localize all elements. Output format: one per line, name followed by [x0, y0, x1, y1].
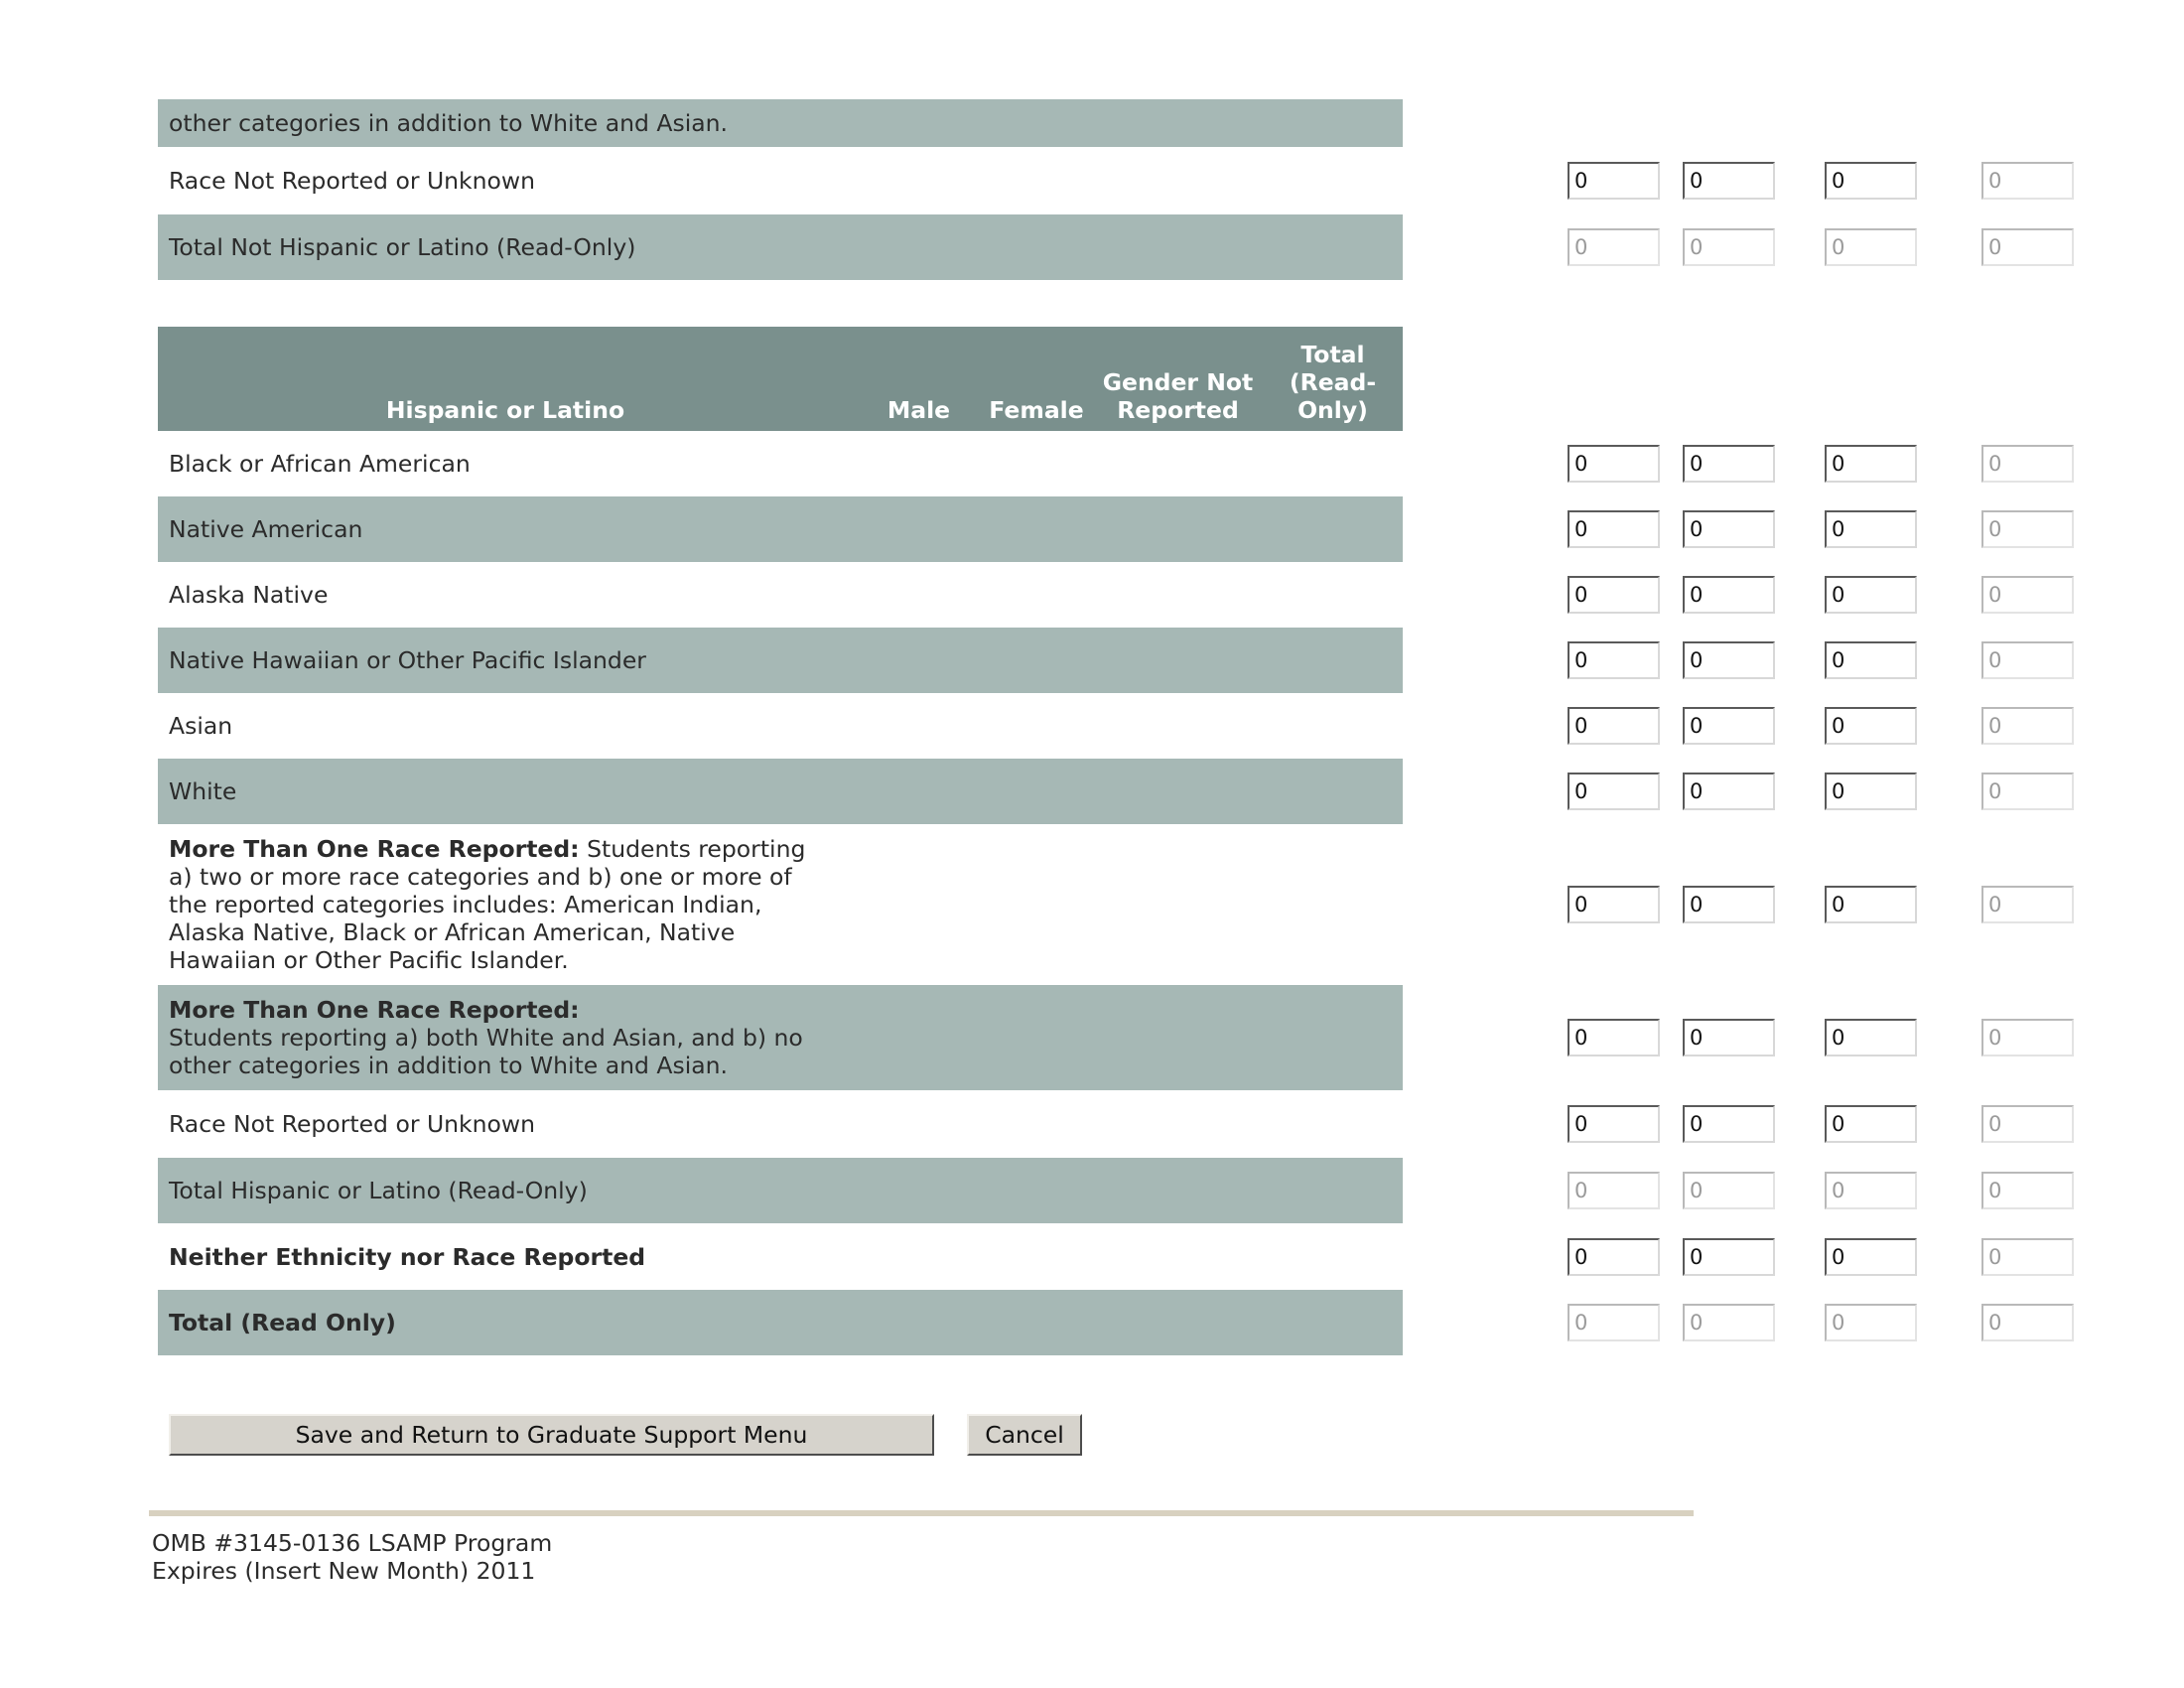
- row-label: Total Hispanic or Latino (Read-Only): [169, 1177, 588, 1204]
- male-input[interactable]: [1568, 1238, 1660, 1276]
- header-male: Male: [887, 396, 951, 424]
- footer-divider: [149, 1510, 1694, 1516]
- table-header: [158, 327, 1403, 431]
- total-readonly-input: [1981, 773, 2074, 810]
- female-input[interactable]: [1683, 576, 1775, 614]
- female-input[interactable]: [1683, 445, 1775, 483]
- female-input[interactable]: [1683, 886, 1775, 923]
- male-input[interactable]: [1568, 445, 1660, 483]
- table-row: [158, 431, 1403, 496]
- table-row: [158, 628, 1403, 693]
- gender-not-reported-total-readonly-input: [1825, 1172, 1917, 1209]
- total-readonly-input: [1981, 445, 2074, 483]
- gender-not-reported-input[interactable]: [1825, 162, 1917, 200]
- save-and-return-button[interactable]: Save and Return to Graduate Support Menu: [169, 1414, 934, 1456]
- total-readonly-input: [1981, 886, 2074, 923]
- row-label: Alaska Native: [169, 581, 329, 609]
- female-input[interactable]: [1683, 1238, 1775, 1276]
- female-input[interactable]: [1683, 162, 1775, 200]
- female-input[interactable]: [1683, 641, 1775, 679]
- total-readonly-input: [1981, 162, 2074, 200]
- total-readonly-input: [1981, 1019, 2074, 1056]
- row-label: White: [169, 777, 237, 805]
- header-gender-not-reported: Gender Not Reported: [1102, 368, 1254, 424]
- total-readonly-input: [1981, 228, 2074, 266]
- table-row: [158, 1158, 1403, 1223]
- row-label: Native American: [169, 515, 363, 543]
- row-label-more-than-one-race: More Than One Race Reported: Students reporting a) two or more race categories and b) one or more of the reported categories includes: American Indian, Alaska Native, Black or African American, Native Hawaiian or Other Pacific Islander.: [169, 835, 806, 974]
- gender-not-reported-input[interactable]: [1825, 1019, 1917, 1056]
- female-total-readonly-input: [1683, 228, 1775, 266]
- row-label: other categories in addition to White and Asian.: [169, 109, 729, 137]
- male-input[interactable]: [1568, 510, 1660, 548]
- header-hispanic-or-latino: Hispanic or Latino: [385, 396, 625, 424]
- cancel-button[interactable]: Cancel: [967, 1414, 1082, 1456]
- female-total-readonly-input: [1683, 1304, 1775, 1341]
- hispanic-latino-table: [158, 327, 1403, 1355]
- table-row: [158, 99, 1403, 147]
- gender-not-reported-input[interactable]: [1825, 1105, 1917, 1143]
- female-input[interactable]: [1683, 707, 1775, 745]
- total-readonly-input: [1981, 707, 2074, 745]
- female-total-readonly-input: [1683, 1172, 1775, 1209]
- gender-not-reported-input[interactable]: [1825, 641, 1917, 679]
- table-row: [158, 496, 1403, 562]
- table-row: [158, 693, 1403, 759]
- male-input[interactable]: [1568, 1019, 1660, 1056]
- row-label: Race Not Reported or Unknown: [169, 167, 536, 195]
- row-label-more-than-one-race-white-asian: More Than One Race Reported: Students reporting a) both White and Asian, and b) no other categories in addition to White and Asian.: [169, 996, 803, 1079]
- table-row: [158, 985, 1403, 1090]
- table-row: [158, 214, 1403, 280]
- header-total-read-only: Total (Read- Only): [1289, 341, 1377, 424]
- male-input[interactable]: [1568, 886, 1660, 923]
- total-readonly-input: [1981, 1238, 2074, 1276]
- total-readonly-input: [1981, 641, 2074, 679]
- table-row: [158, 824, 1403, 985]
- male-input[interactable]: [1568, 707, 1660, 745]
- gender-not-reported-input[interactable]: [1825, 510, 1917, 548]
- male-input[interactable]: [1568, 641, 1660, 679]
- gender-not-reported-input[interactable]: [1825, 576, 1917, 614]
- gender-not-reported-total-readonly-input: [1825, 1304, 1917, 1341]
- male-total-readonly-input: [1568, 228, 1660, 266]
- gender-not-reported-input[interactable]: [1825, 707, 1917, 745]
- male-total-readonly-input: [1568, 1304, 1660, 1341]
- table-row: [158, 1090, 1403, 1158]
- total-readonly-input: [1981, 576, 2074, 614]
- male-input[interactable]: [1568, 576, 1660, 614]
- total-readonly-input: [1981, 1172, 2074, 1209]
- table-row: [158, 759, 1403, 824]
- table-row: [158, 562, 1403, 628]
- table-row: [158, 1290, 1403, 1355]
- footer: [152, 1529, 552, 1585]
- footer-omb-number: OMB #3145-0136 LSAMP Program: [152, 1529, 553, 1557]
- total-readonly-input: [1981, 1105, 2074, 1143]
- gender-not-reported-input[interactable]: [1825, 1238, 1917, 1276]
- gender-not-reported-input[interactable]: [1825, 773, 1917, 810]
- male-input[interactable]: [1568, 162, 1660, 200]
- gender-not-reported-total-readonly-input: [1825, 228, 1917, 266]
- male-total-readonly-input: [1568, 1172, 1660, 1209]
- row-label: Native Hawaiian or Other Pacific Islander: [169, 646, 646, 674]
- table-row: [158, 147, 1403, 214]
- header-female: Female: [989, 396, 1084, 424]
- total-readonly-input: [1981, 510, 2074, 548]
- row-label: Asian: [169, 712, 233, 740]
- row-label: Neither Ethnicity nor Race Reported: [169, 1242, 646, 1271]
- female-input[interactable]: [1683, 1019, 1775, 1056]
- footer-expiration: Expires (Insert New Month) 2011: [152, 1557, 536, 1585]
- row-label: Total (Read Only): [169, 1309, 396, 1336]
- male-input[interactable]: [1568, 773, 1660, 810]
- total-readonly-input: [1981, 1304, 2074, 1341]
- row-label: Race Not Reported or Unknown: [169, 1110, 536, 1138]
- not-hispanic-table-continued: [158, 99, 1403, 280]
- row-label: Total Not Hispanic or Latino (Read-Only): [169, 233, 636, 261]
- male-input[interactable]: [1568, 1105, 1660, 1143]
- female-input[interactable]: [1683, 1105, 1775, 1143]
- row-label: Black or African American: [169, 450, 471, 478]
- female-input[interactable]: [1683, 773, 1775, 810]
- female-input[interactable]: [1683, 510, 1775, 548]
- gender-not-reported-input[interactable]: [1825, 445, 1917, 483]
- table-row: [158, 1223, 1403, 1290]
- gender-not-reported-input[interactable]: [1825, 886, 1917, 923]
